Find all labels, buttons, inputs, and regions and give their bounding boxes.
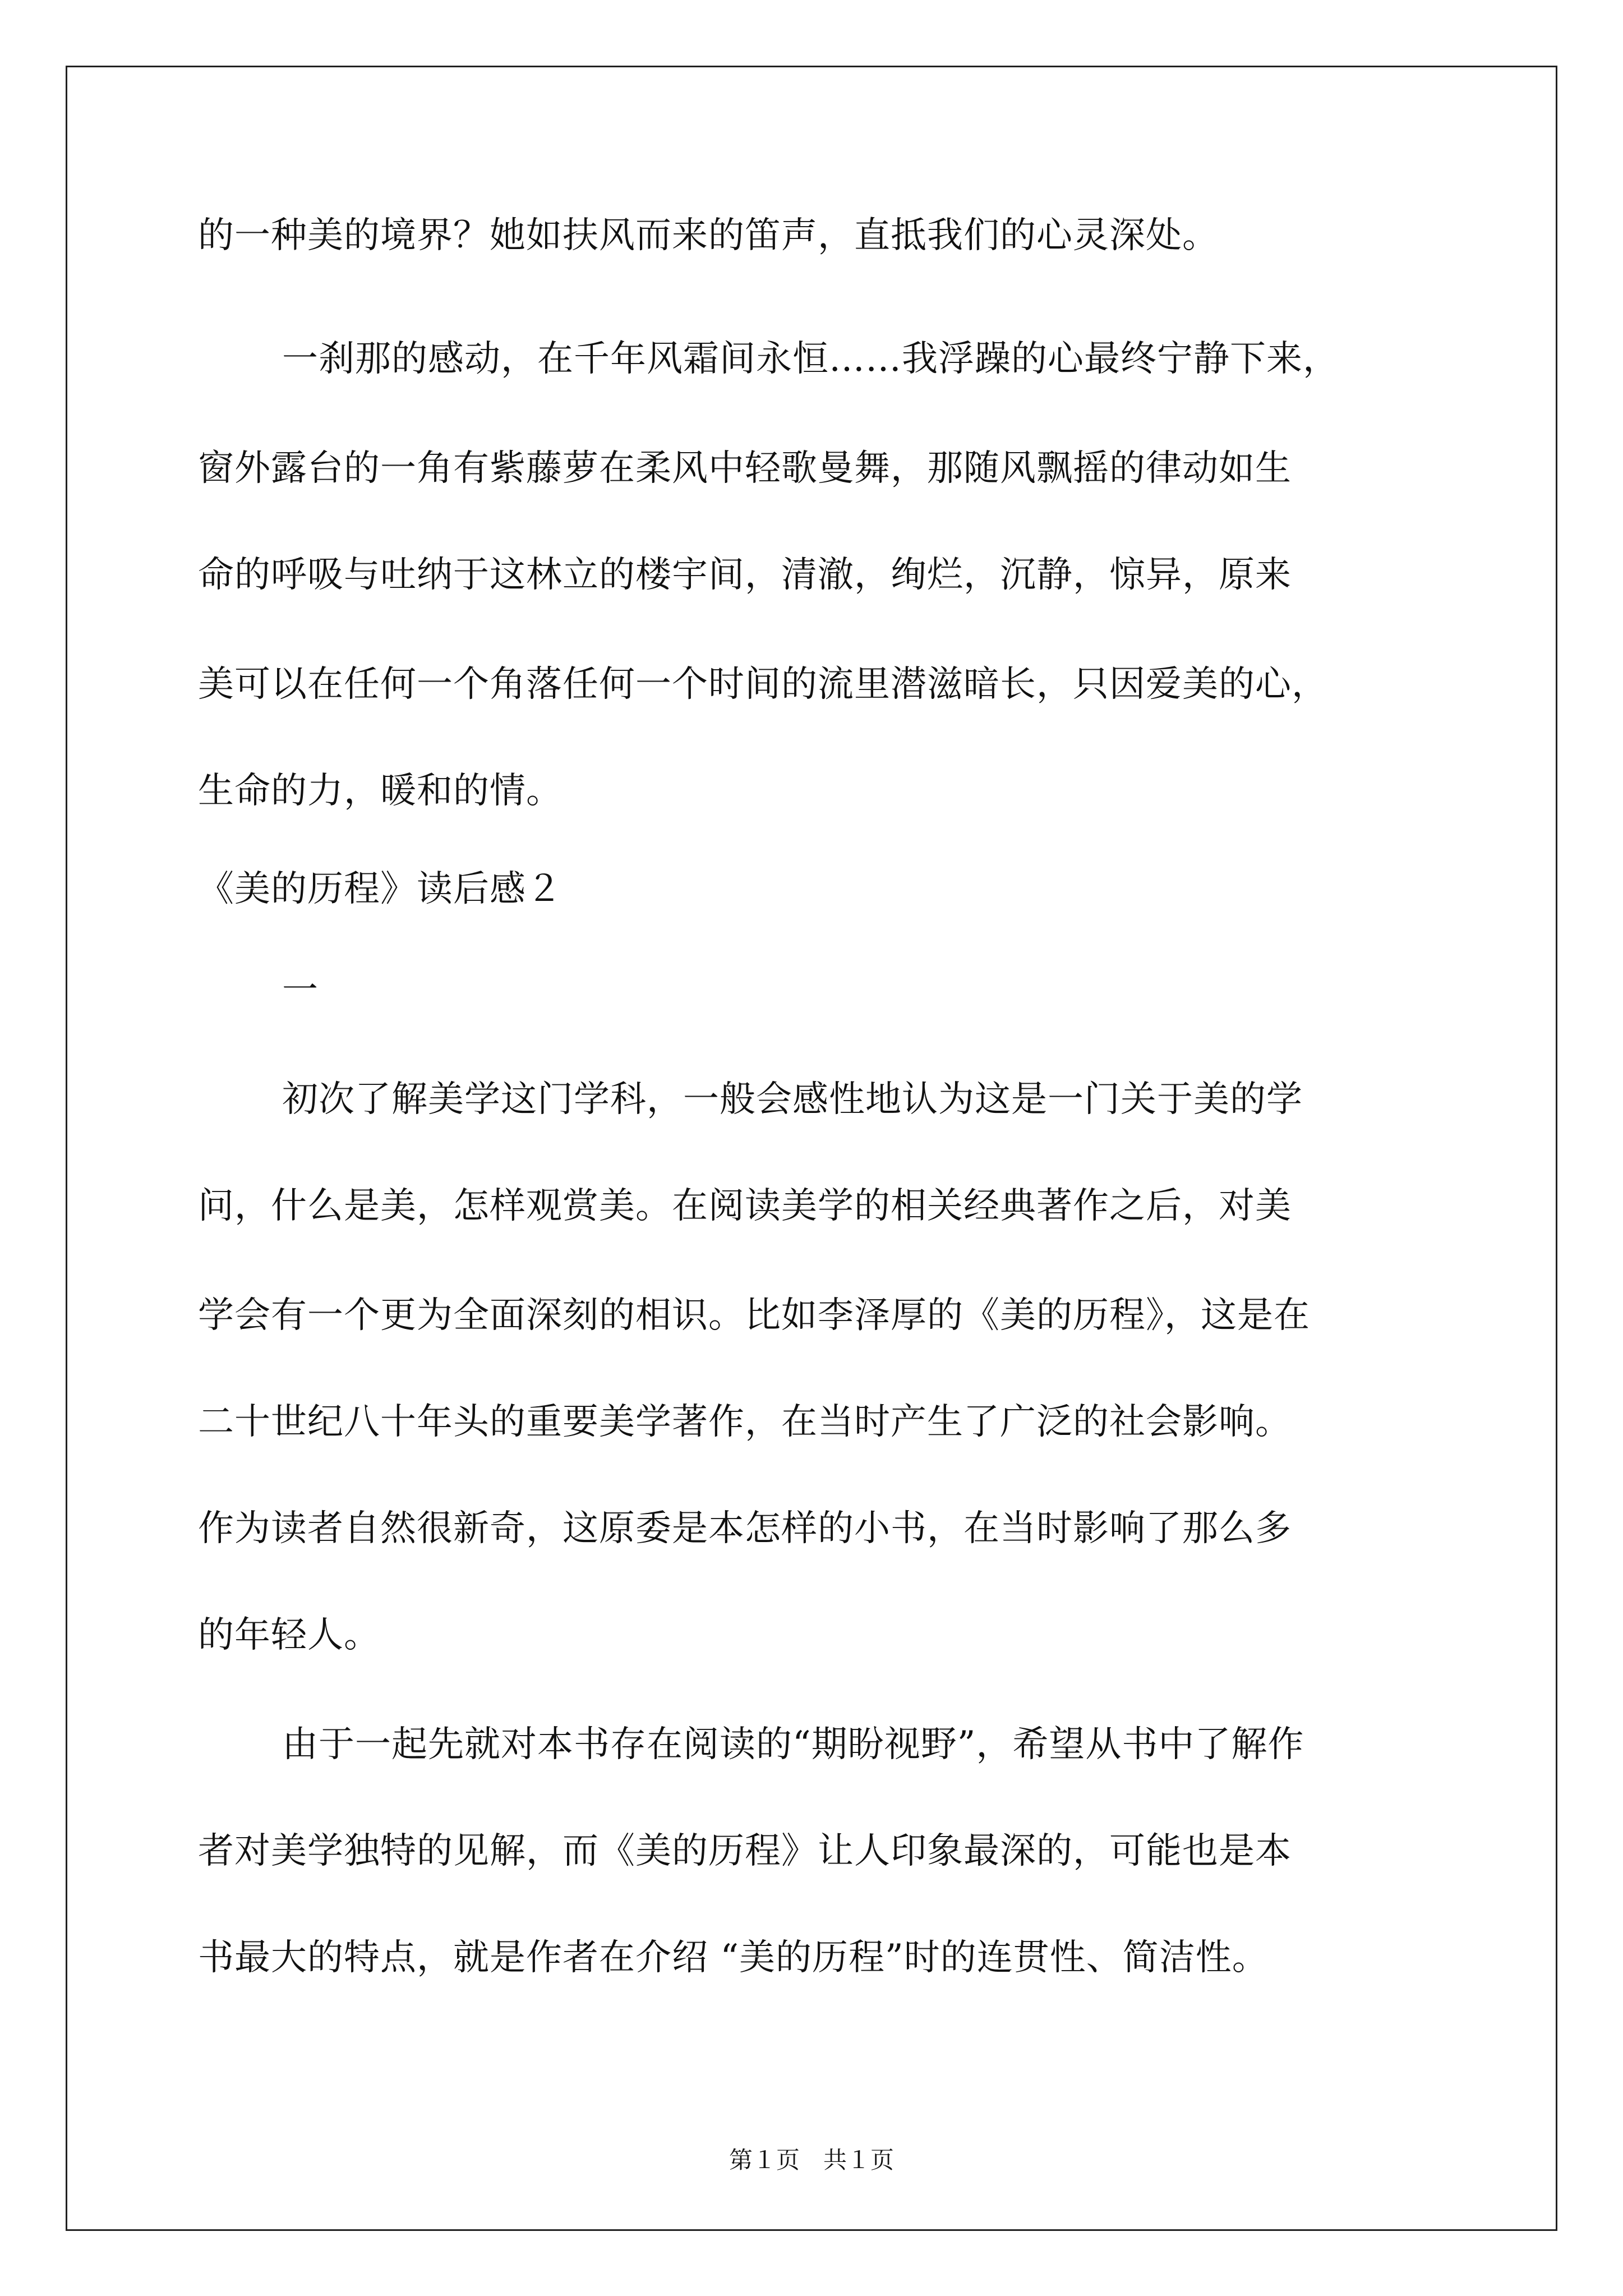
paragraph-line: 命的呼吸与吐纳于这林立的楼宇间，清澈，绚烂，沉静，惊异，原来	[198, 554, 1292, 596]
paragraph-line: 的一种美的境界？她如扶风而来的笛声，直抵我们的心灵深处。	[198, 215, 1219, 256]
paragraph-line: 者对美学独特的见解，而《美的历程》让人印象最深的，可能也是本	[198, 1830, 1292, 1872]
paragraph-line: 一刹那的感动，在千年风霜间永恒……我浮躁的心最终宁静下来，	[282, 338, 1339, 380]
section-mark: 一	[282, 969, 319, 1011]
paragraph-line: 初次了解美学这门学科，一般会感性地认为这是一门关于美的学	[282, 1079, 1303, 1120]
paragraph-line: 窗外露台的一角有紫藤萝在柔风中轻歌曼舞，那随风飘摇的律动如生	[198, 448, 1292, 489]
paragraph-line: 作为读者自然很新奇，这原委是本怎样的小书，在当时影响了那么多	[198, 1508, 1292, 1549]
page-border	[66, 66, 1557, 2231]
page-footer: 第１页 共１页	[728, 2146, 894, 2174]
paragraph-line: 二十世纪八十年头的重要美学著作，在当时产生了广泛的社会影响。	[198, 1401, 1292, 1443]
paragraph-line: 由于一起先就对本书存在阅读的“期盼视野”，希望从书中了解作	[282, 1724, 1304, 1765]
section-heading: 《美的历程》读后感２	[198, 868, 562, 910]
paragraph-line: 学会有一个更为全面深刻的相识。比如李泽厚的《美的历程》，这是在	[198, 1295, 1310, 1336]
paragraph-line: 问，什么是美，怎样观赏美。在阅读美学的相关经典著作之后，对美	[198, 1185, 1292, 1227]
paragraph-line: 书最大的特点，就是作者在介绍 “美的历程”时的连贯性、简洁性。	[198, 1937, 1269, 1978]
paragraph-line: 生命的力，暖和的情。	[198, 770, 562, 812]
paragraph-line: 美可以在任何一个角落任何一个时间的流里潜滋暗长，只因爱美的心，	[198, 664, 1328, 705]
paragraph-line: 的年轻人。	[198, 1614, 380, 1656]
